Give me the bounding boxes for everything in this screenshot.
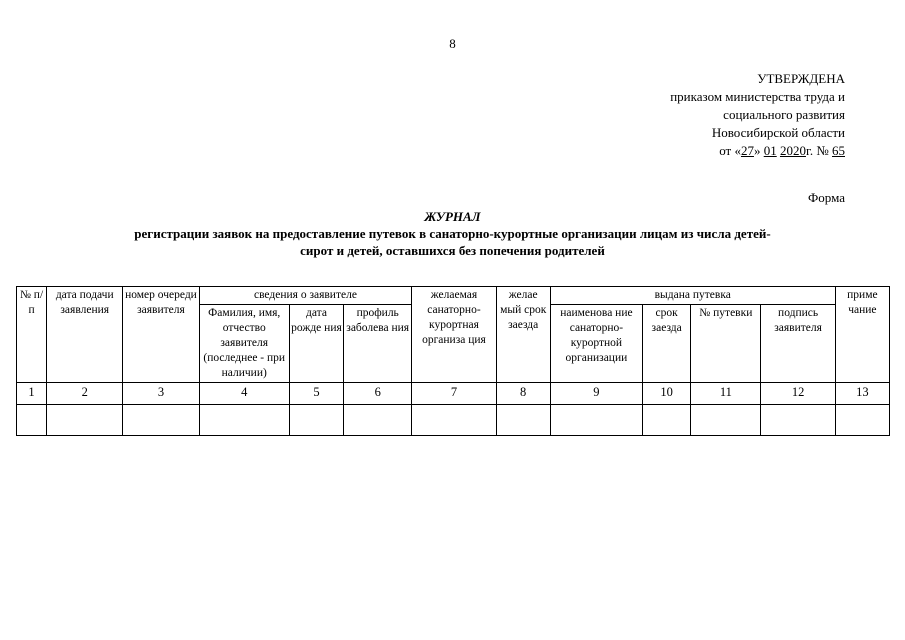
header-group-voucher: выдана путевка [550,287,835,305]
col-number: 2 [47,383,123,405]
date-suffix: г. № [805,143,832,158]
header-col-13: приме чание [835,287,889,383]
col-number: 12 [761,383,835,405]
journal-subtitle-line-1: регистрации заявок на предоставление путевок в санаторно-курортные организации лицам из числа детей- [134,226,771,241]
approval-block [670,70,845,160]
header-col-1: № п/п [17,287,47,383]
col-number: 13 [835,383,889,405]
col-number: 1 [17,383,47,405]
col-number: 7 [412,383,496,405]
approval-date-line [670,142,845,160]
col-number: 3 [123,383,199,405]
date-year: 2020 [779,143,806,158]
col-number: 9 [550,383,642,405]
empty-cell [47,405,123,436]
page-number: 8 [449,36,456,51]
empty-cell [412,405,496,436]
date-month: 01 [763,143,777,158]
empty-cell [17,405,47,436]
approval-line-1: приказом министерства труда и [670,89,845,104]
empty-data-row [17,405,890,436]
order-number: 65 [832,143,845,158]
header-col-9: наименова ние санаторно-курортной организации [550,305,642,383]
empty-cell [550,405,642,436]
approval-line-3: Новосибирской области [711,125,845,140]
col-number: 10 [643,383,691,405]
approval-line-2: социального развития [723,107,845,122]
form-label: Форма [808,190,845,205]
header-col-7: желаемая санаторно-курортная организа ция [412,287,496,383]
date-prefix: от « [719,143,741,158]
col-number: 4 [199,383,289,405]
column-numbers-row [17,383,890,405]
title-block [60,208,845,259]
col-number: 11 [691,383,761,405]
empty-cell [289,405,343,436]
empty-cell [835,405,889,436]
header-col-2: дата подачи заявления [47,287,123,383]
header-col-3: номер очереди заявителя [123,287,199,383]
header-group-applicant: сведения о заявителе [199,287,412,305]
header-col-6: профиль заболева ния [344,305,412,383]
col-number: 5 [289,383,343,405]
journal-title: ЖУРНАЛ [424,209,481,224]
header-row-1 [17,287,890,305]
empty-cell [344,405,412,436]
empty-cell [199,405,289,436]
empty-cell [691,405,761,436]
date-mid: » [753,143,764,158]
journal-subtitle-line-2: сирот и детей, оставшихся без попечения родителей [300,243,605,258]
header-col-12: подпись заявителя [761,305,835,383]
header-col-4: Фамилия, имя, отчество заявителя (последнее - при наличии) [199,305,289,383]
empty-cell [643,405,691,436]
header-col-11: № путевки [691,305,761,383]
empty-cell [761,405,835,436]
header-col-10: срок заезда [643,305,691,383]
col-number: 8 [496,383,550,405]
header-col-5: дата рожде ния [289,305,343,383]
empty-cell [496,405,550,436]
date-day: 27 [740,143,754,158]
header-col-8: желае мый срок заезда [496,287,550,383]
approval-title: УТВЕРЖДЕНА [757,71,845,86]
journal-table [16,286,890,436]
empty-cell [123,405,199,436]
col-number: 6 [344,383,412,405]
